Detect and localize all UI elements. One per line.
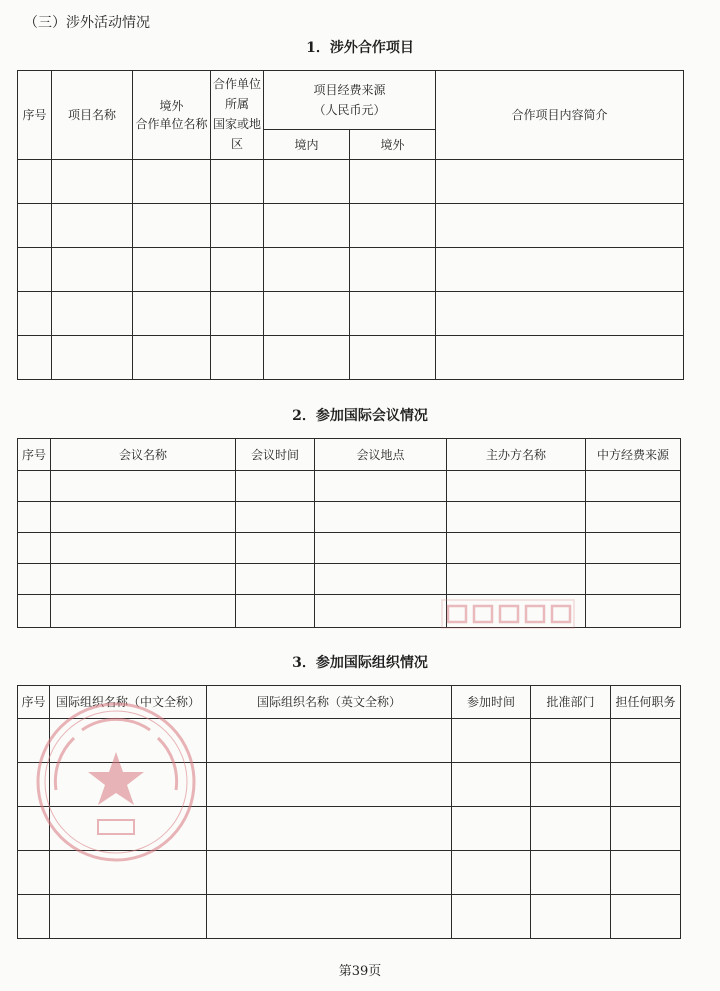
table-cell[interactable] (586, 533, 681, 564)
header-conference-venue: 会议地点 (315, 439, 447, 471)
table-cell[interactable] (52, 204, 133, 248)
table-cell[interactable] (51, 533, 236, 564)
header-partner-country: 合作单位 所属 国家或地 区 (211, 71, 264, 160)
table-cell[interactable] (133, 292, 211, 336)
table-row (18, 807, 681, 851)
table-cell[interactable] (531, 763, 611, 807)
table-cell[interactable] (611, 895, 681, 939)
header-partner-name: 境外 合作单位名称 (133, 71, 211, 160)
table-cell[interactable] (315, 471, 447, 502)
table-cell[interactable] (50, 807, 207, 851)
table-cell[interactable] (611, 719, 681, 763)
table-cell[interactable] (51, 595, 236, 628)
table-cell[interactable] (51, 502, 236, 533)
table-cell[interactable] (531, 851, 611, 895)
table-cell[interactable] (264, 336, 350, 380)
section-heading: （三）涉外活动情况 (24, 15, 150, 31)
table-cell[interactable] (236, 502, 315, 533)
table-row (18, 533, 681, 564)
header-join-time: 参加时间 (452, 686, 531, 719)
table-cell[interactable] (611, 763, 681, 807)
table-cell[interactable] (18, 807, 50, 851)
table-cell[interactable] (50, 851, 207, 895)
table-cell[interactable] (207, 719, 452, 763)
table-cell[interactable] (207, 895, 452, 939)
table-cell[interactable] (52, 292, 133, 336)
table-cell[interactable] (436, 160, 684, 204)
table-cell[interactable] (236, 471, 315, 502)
table-row (18, 895, 681, 939)
table-cell[interactable] (18, 160, 52, 204)
table-row (18, 292, 684, 336)
table-cell[interactable] (350, 204, 436, 248)
table-cell[interactable] (452, 807, 531, 851)
table-row (18, 336, 684, 380)
table-cell[interactable] (236, 533, 315, 564)
table-cell[interactable] (18, 336, 52, 380)
table-cell[interactable] (211, 248, 264, 292)
table-cell[interactable] (586, 595, 681, 628)
table-cell[interactable] (52, 248, 133, 292)
table-cell[interactable] (52, 160, 133, 204)
table-cell[interactable] (133, 336, 211, 380)
table-row (18, 502, 681, 533)
table-cell[interactable] (133, 204, 211, 248)
table-row (18, 204, 684, 248)
table-cell[interactable] (264, 292, 350, 336)
table-row (18, 595, 681, 628)
table-cell[interactable] (18, 895, 50, 939)
table-cell[interactable] (531, 719, 611, 763)
table-cell[interactable] (452, 719, 531, 763)
table-cell[interactable] (315, 595, 447, 628)
table-cell[interactable] (447, 564, 586, 595)
table-cell[interactable] (211, 336, 264, 380)
table-cell[interactable] (207, 851, 452, 895)
table-cell[interactable] (531, 807, 611, 851)
table-cell[interactable] (50, 719, 207, 763)
table-cell[interactable] (447, 471, 586, 502)
table-row (18, 763, 681, 807)
header-conference-name: 会议名称 (51, 439, 236, 471)
header-conference-time: 会议时间 (236, 439, 315, 471)
table1-title: 1．涉外合作项目 (306, 40, 414, 56)
table-cell[interactable] (350, 292, 436, 336)
table-cell[interactable] (611, 851, 681, 895)
table-cell[interactable] (51, 564, 236, 595)
table-cell[interactable] (18, 471, 51, 502)
table-cell[interactable] (18, 595, 51, 628)
table-cell[interactable] (447, 595, 586, 628)
table-cell[interactable] (436, 248, 684, 292)
table-row (18, 471, 681, 502)
table-cell[interactable] (436, 336, 684, 380)
header-organizer: 主办方名称 (447, 439, 586, 471)
table3-title: 3．参加国际组织情况 (292, 655, 428, 671)
table-cell[interactable] (207, 763, 452, 807)
header-position: 担任何职务 (611, 686, 681, 719)
table-cell[interactable] (350, 248, 436, 292)
table-cell[interactable] (133, 248, 211, 292)
international-conference-table (17, 438, 681, 628)
table-cell[interactable] (236, 595, 315, 628)
table-cell[interactable] (315, 502, 447, 533)
table2-title: 2．参加国际会议情况 (292, 408, 428, 424)
header-org-name-en: 国际组织名称（英文全称） (207, 686, 452, 719)
table-cell[interactable] (51, 471, 236, 502)
table-cell[interactable] (18, 533, 51, 564)
header-funding-source: 中方经费来源 (586, 439, 681, 471)
table-cell[interactable] (18, 292, 52, 336)
table-cell[interactable] (350, 160, 436, 204)
table-cell[interactable] (586, 471, 681, 502)
page-number: 第39页 (338, 964, 382, 979)
table-cell[interactable] (18, 248, 52, 292)
table-cell[interactable] (586, 564, 681, 595)
table-cell[interactable] (207, 807, 452, 851)
international-organization-table (17, 685, 681, 939)
header-fund-domestic: 境内 (264, 130, 350, 160)
table-cell[interactable] (50, 763, 207, 807)
table-cell[interactable] (50, 895, 207, 939)
header-seq: 序号 (18, 71, 52, 160)
foreign-cooperation-table (17, 70, 684, 380)
table-cell[interactable] (52, 336, 133, 380)
table-cell[interactable] (452, 763, 531, 807)
table-cell[interactable] (264, 248, 350, 292)
table-cell[interactable] (586, 502, 681, 533)
table-cell[interactable] (447, 533, 586, 564)
table-row (18, 564, 681, 595)
table-cell[interactable] (264, 160, 350, 204)
table-row (18, 719, 681, 763)
table-cell[interactable] (236, 564, 315, 595)
table-cell[interactable] (133, 160, 211, 204)
table-cell[interactable] (350, 336, 436, 380)
header-seq: 序号 (18, 686, 50, 719)
header-fund-foreign: 境外 (350, 130, 436, 160)
table-cell[interactable] (447, 502, 586, 533)
table-row (18, 160, 684, 204)
header-project-intro: 合作项目内容简介 (436, 71, 684, 160)
header-fund-source: 项目经费来源 （人民币元） (264, 71, 436, 130)
table-cell[interactable] (436, 292, 684, 336)
table-cell[interactable] (18, 763, 50, 807)
header-seq: 序号 (18, 439, 51, 471)
table-cell[interactable] (18, 851, 50, 895)
table-cell[interactable] (264, 204, 350, 248)
table-cell[interactable] (452, 895, 531, 939)
table-cell[interactable] (531, 895, 611, 939)
table-row (18, 248, 684, 292)
header-org-name-cn: 国际组织名称（中文全称） (50, 686, 207, 719)
header-approval-dept: 批准部门 (531, 686, 611, 719)
table-cell[interactable] (452, 851, 531, 895)
table-row (18, 851, 681, 895)
table-cell[interactable] (18, 502, 51, 533)
table-cell[interactable] (18, 719, 50, 763)
table-cell[interactable] (611, 807, 681, 851)
table-cell[interactable] (315, 564, 447, 595)
header-project-name: 项目名称 (52, 71, 133, 160)
table-cell[interactable] (18, 204, 52, 248)
table-cell[interactable] (211, 292, 264, 336)
table-cell[interactable] (211, 204, 264, 248)
table-cell[interactable] (18, 564, 51, 595)
table-cell[interactable] (436, 204, 684, 248)
table-cell[interactable] (315, 533, 447, 564)
table-cell[interactable] (211, 160, 264, 204)
